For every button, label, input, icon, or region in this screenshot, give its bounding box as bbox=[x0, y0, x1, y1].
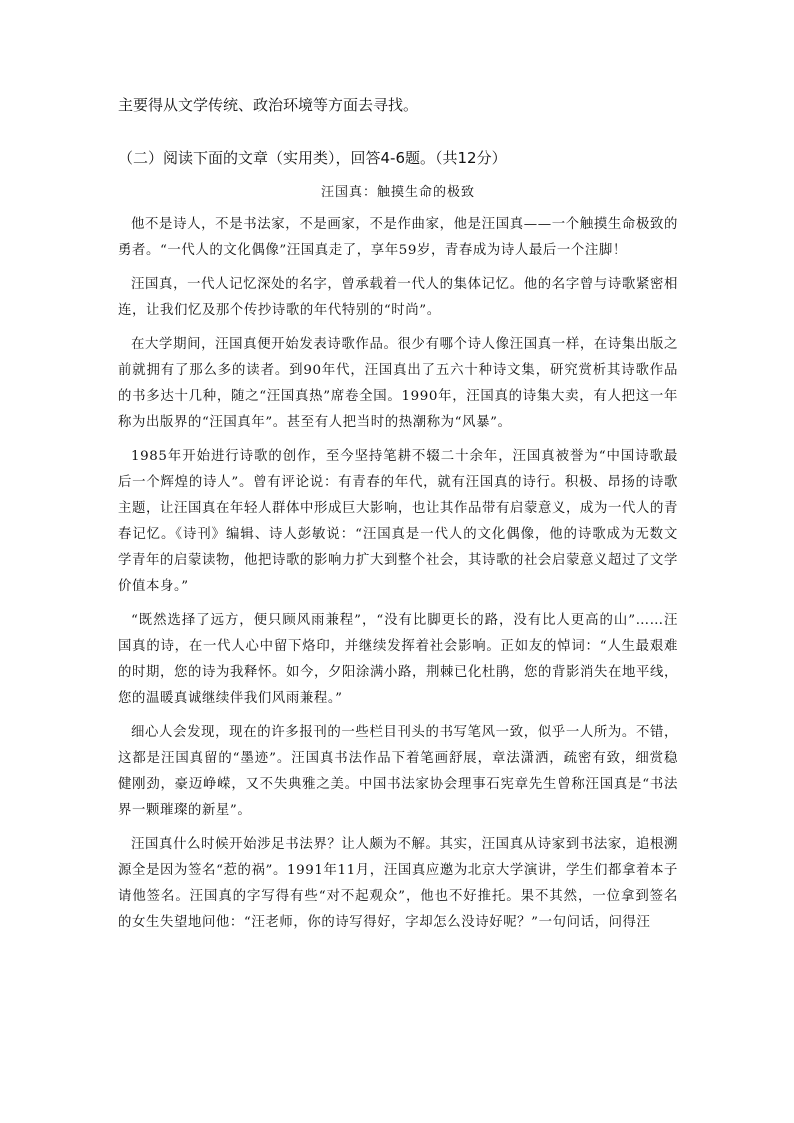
article-body bbox=[118, 212, 678, 944]
article-paragraph-7: 汪国真什么时候开始涉足书法界？让人颇为不解。其实，汪国真从诗家到书法家，追根溯源全是因为签名“惹的祸”。1991年11月，汪国真应邀为北京大学演讲，学生们都拿着本子请他签名。汪国真的字写得有些“对不起观众”，他也不好推托。果不其然，一位拿到签名的女生失望地问他：“汪老师，你的诗写得好，字却怎么没诗好呢？”一句问话，问得汪 bbox=[118, 837, 678, 930]
preceding-text-line: 主要得从文学传统、政治环境等方面去寻找。 bbox=[118, 96, 419, 114]
section-heading: （二）阅读下面的文章（实用类），回答4-6题。（共12分） bbox=[118, 149, 507, 167]
article-paragraph-3: 在大学期间，汪国真便开始发表诗歌作品。很少有哪个诗人像汪国真一样，在诗集出版之前就拥有了那么多的读者。到90年代，汪国真出了五六十种诗文集，研究赏析其诗歌作品的书多达十几种，随之“汪国真热”席卷全国。1990年，汪国真的诗集大卖，有人把这一年称为出版界的“汪国真年”。甚至有人把当时的热潮称为“风暴”。 bbox=[118, 337, 678, 430]
article-paragraph-4: 1985年开始进行诗歌的创作，至今坚持笔耕不辍二十余年，汪国真被誉为“中国诗歌最后一个辉煌的诗人”。曾有评论说：有青春的年代，就有汪国真的诗行。积极、昂扬的诗歌主题，让汪国真在年轻人群体中形成巨大影响，也让其作品带有启蒙意义，成为一代人的青春记忆。《诗刊》编辑、诗人彭敏说：“汪国真是一代人的文化偶像，他的诗歌成为无数文学青年的启蒙读物，他把诗歌的影响力扩大到整个社会，其诗歌的社会启蒙意义超过了文学价值本身。” bbox=[118, 449, 678, 594]
article-paragraph-2: 汪国真，一代人记忆深处的名字，曾承载着一代人的集体记忆。他的名字曾与诗歌紧密相连，让我们忆及那个传抄诗歌的年代特别的“时尚”。 bbox=[118, 277, 678, 318]
article-paragraph-5: “既然选择了远方，便只顾风雨兼程”，“没有比脚更长的路，没有比人更高的山”……汪国真的诗，在一代人心中留下烙印，并继续发挥着社会影响。正如友的悼词：“人生最艰难的时期，您的诗为我释怀。如今，夕阳涂满小路，荆棘已化杜鹃，您的背影消失在地平线，您的温暖真诚继续伴我们风雨兼程。” bbox=[118, 613, 678, 706]
article-paragraph-1: 他不是诗人，不是书法家，不是画家，不是作曲家，他是汪国真——一个触摸生命极致的勇者。“一代人的文化偶像”汪国真走了，享年59岁，青春成为诗人最后一个注脚！ bbox=[118, 217, 678, 258]
article-paragraph-6: 细心人会发现，现在的许多报刊的一些栏目刊头的书写笔风一致，似乎一人所为。不错，这都是汪国真留的“墨迹”。汪国真书法作品下着笔画舒展，章法潇洒，疏密有致，细赏稳健刚劲，豪迈峥嵘，又不失典雅之美。中国书法家协会理事石宪章先生曾称汪国真是“书法界一颗璀璨的新星”。 bbox=[118, 725, 678, 818]
article-title: 汪国真：触摸生命的极致 bbox=[320, 185, 475, 200]
